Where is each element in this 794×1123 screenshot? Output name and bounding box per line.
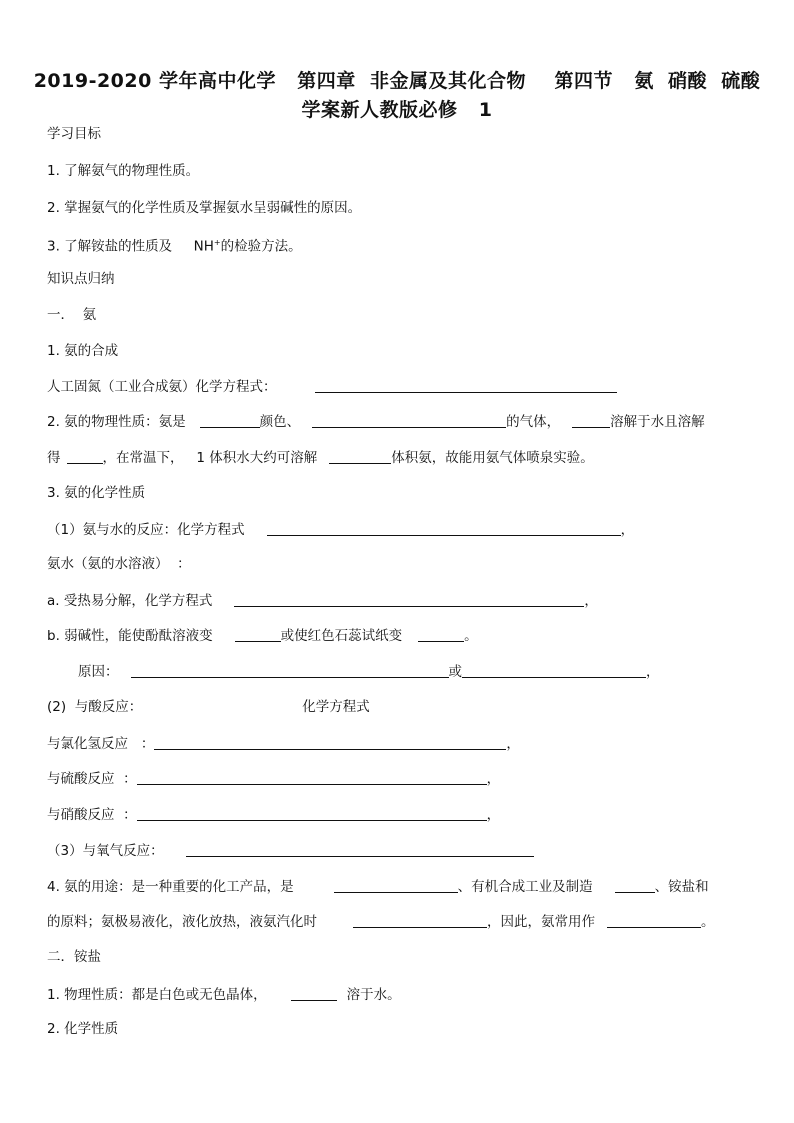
goal-3 [47, 234, 302, 256]
physical-text-g: 体积氨，故能用氨气体喷泉实验。 [391, 450, 594, 466]
doc-title-line2: 学案新人教版必修 1 [301, 99, 493, 121]
oxygen-reaction-line [47, 841, 534, 860]
answer-blank[interactable] [312, 412, 506, 428]
physical-properties-line1 [47, 412, 705, 431]
trailing-comma: ， [486, 771, 501, 787]
trailing-comma: ， [506, 736, 520, 752]
answer-blank[interactable] [67, 448, 103, 464]
goal-1: 1. 了解氨气的物理性质。 [47, 163, 200, 179]
doc-title-line1: 2019-2020 学年高中化学 第四章 非金属及其化合物 第四节 氨 硝酸 硫酸 [33, 70, 761, 92]
hno3-reaction-line [47, 805, 500, 824]
acid-reaction-heading [47, 698, 370, 716]
physical-text-f: ，在常温下， 1 体积水大约可溶解 [102, 450, 318, 466]
part-1-heading: 一． 氨 [47, 307, 97, 323]
synthesis-line [47, 377, 617, 396]
answer-blank[interactable] [267, 520, 621, 536]
ammonia-water-label: 氨水（氨的水溶液） ： [47, 556, 191, 572]
water-reaction-line [47, 520, 634, 539]
uses-text-d: 的原料；氨极易液化，液化放热，液氨汽化时 [47, 914, 317, 930]
trailing-comma: ， [620, 522, 635, 538]
section-heading-knowledge: 知识点归纳 [47, 271, 115, 287]
decomposition-line [47, 591, 598, 610]
decomposition-label: a. 受热易分解，化学方程式 [47, 593, 213, 609]
answer-blank[interactable] [137, 769, 487, 785]
goal-2: 2. 掌握氨气的化学性质及掌握氨水呈弱碱性的原因。 [47, 200, 362, 216]
goal-3-text-a: 3. 了解铵盐的性质及 NH [47, 238, 214, 255]
answer-blank[interactable] [353, 912, 487, 928]
answer-blank[interactable] [186, 841, 534, 857]
answer-blank[interactable] [200, 412, 260, 428]
weak-alkali-line [47, 626, 478, 645]
ammonium-physical-text-b: 溶于水。 [346, 987, 401, 1003]
water-reaction-label: （1）氨与水的反应：化学方程式 [47, 522, 245, 538]
uses-text-b: 、有机合成工业及制造 [457, 879, 593, 895]
ammonium-chemical-heading: 2. 化学性质 [47, 1021, 119, 1037]
trailing-period: 。 [464, 628, 478, 644]
weak-alkali-text-a: b. 弱碱性，能使酚酞溶液变 [47, 628, 213, 644]
hcl-label: 与氯化氢反应 ： [47, 736, 155, 752]
h2so4-reaction-line [47, 769, 500, 788]
trailing-comma: ， [486, 807, 501, 823]
answer-blank[interactable] [315, 377, 617, 393]
weak-alkali-text-b: 或使红色石蕊试纸变 [280, 628, 403, 644]
ion-superscript: + [213, 238, 221, 247]
answer-blank[interactable] [291, 985, 337, 1001]
answer-blank[interactable] [615, 877, 655, 893]
answer-blank[interactable] [572, 412, 610, 428]
physical-text-a: 2. 氨的物理性质：氨是 [47, 414, 186, 430]
hno3-label: 与硝酸反应 ： [47, 807, 137, 823]
reason-label: 原因： [78, 664, 119, 680]
answer-blank[interactable] [334, 877, 458, 893]
trailing-period: 。 [701, 914, 715, 930]
uses-line2 [47, 912, 715, 931]
oxygen-label: （3）与氧气反应： [47, 843, 164, 859]
goal-3-text-b: 的检验方法。 [220, 238, 302, 255]
part-2-heading: 二．铵盐 [47, 949, 101, 965]
item-1-heading: 1. 氨的合成 [47, 343, 119, 359]
hcl-reaction-line [47, 734, 520, 753]
physical-text-d: 溶解于水且溶解 [610, 414, 705, 430]
physical-properties-line2 [47, 448, 594, 467]
ammonium-physical-line [47, 985, 401, 1004]
ammonium-physical-text-a: 1. 物理性质：都是白色或无色晶体， [47, 987, 267, 1003]
physical-text-e: 得 [47, 450, 61, 466]
answer-blank[interactable] [234, 591, 584, 607]
answer-blank[interactable] [235, 626, 281, 642]
answer-blank[interactable] [462, 662, 646, 678]
uses-text-a: 4. 氨的用途：是一种重要的化工产品，是 [47, 879, 294, 895]
answer-blank[interactable] [329, 448, 391, 464]
or-label: 或 [448, 664, 462, 680]
acid-reaction-label: (2) 与酸反应： [47, 699, 143, 715]
answer-blank[interactable] [418, 626, 464, 642]
physical-text-b: 颜色、 [259, 414, 301, 430]
answer-blank[interactable] [154, 734, 506, 750]
section-heading-goals: 学习目标 [47, 126, 101, 142]
uses-line1 [47, 877, 709, 896]
synthesis-label: 人工固氮（工业合成氨）化学方程式： [47, 379, 277, 395]
trailing-comma: ， [646, 664, 660, 680]
answer-blank[interactable] [607, 912, 701, 928]
uses-text-e: ，因此，氨常用作 [487, 914, 595, 930]
h2so4-label: 与硫酸反应 ： [47, 771, 137, 787]
physical-text-c: 的气体， [506, 414, 561, 430]
answer-blank[interactable] [131, 662, 449, 678]
uses-text-c: 、铵盐和 [654, 879, 709, 895]
reason-line [78, 662, 660, 681]
chem-eq-label: 化学方程式 [302, 699, 370, 715]
trailing-comma: ， [584, 593, 598, 609]
answer-blank[interactable] [137, 805, 487, 821]
item-3-heading: 3. 氨的化学性质 [47, 485, 146, 501]
